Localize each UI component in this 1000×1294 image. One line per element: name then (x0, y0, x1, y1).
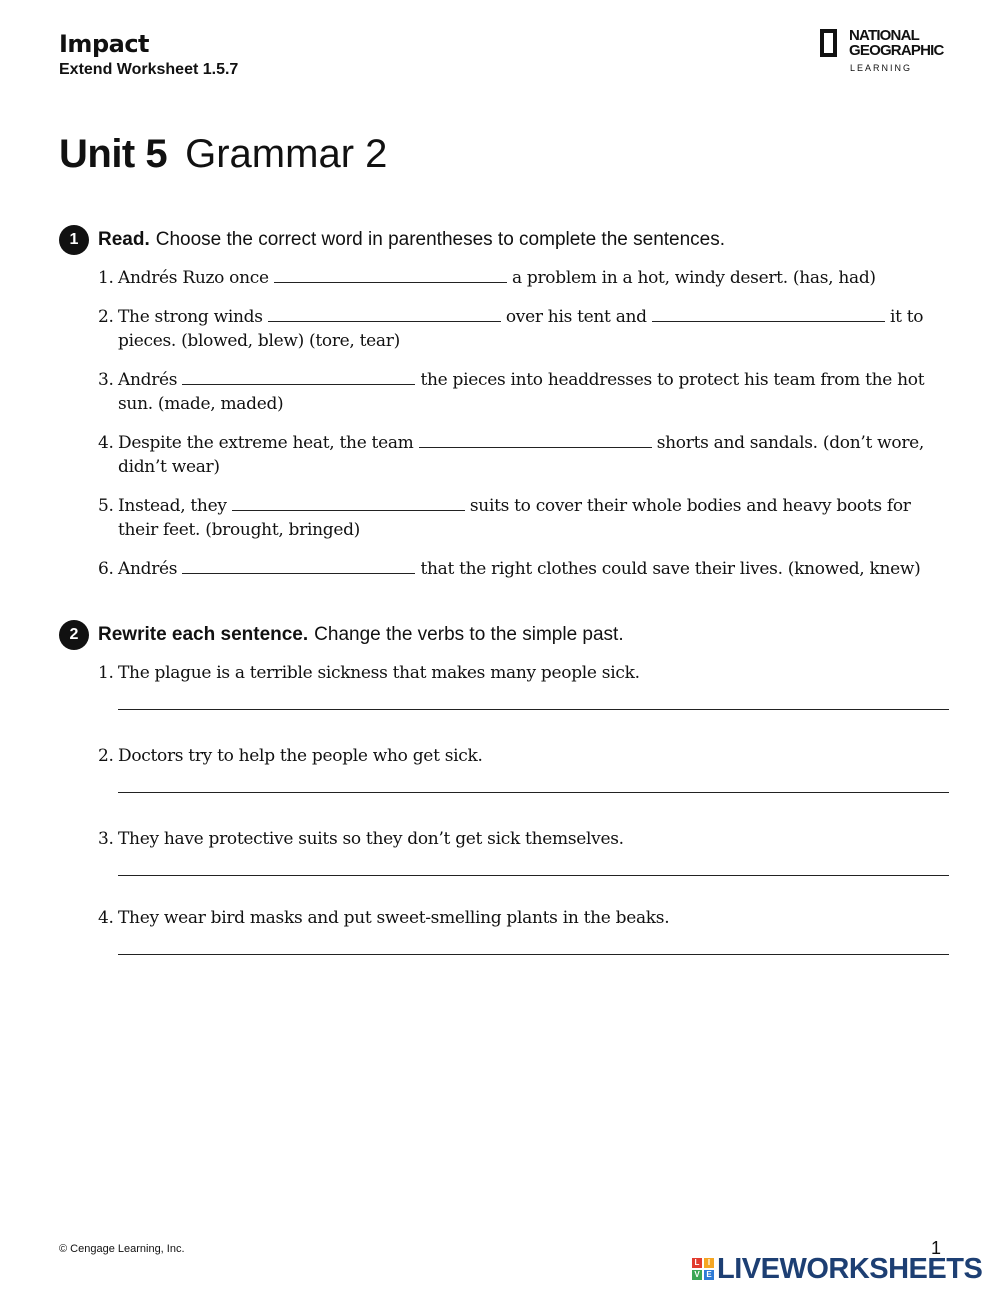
unit-name: Grammar 2 (185, 132, 388, 176)
item-text-after: it to pieces. (blowed, blew) (tore, tear) (118, 307, 924, 351)
logo-tile-i: I (704, 1258, 714, 1268)
answer-blank[interactable] (652, 307, 885, 322)
list-item (59, 661, 949, 744)
item-text-after: a problem in a hot, windy desert. (has, had) (511, 268, 876, 288)
list-item (59, 305, 949, 353)
list-item (59, 557, 949, 581)
logo-tile-v: V (692, 1270, 702, 1280)
item-number: 4. (98, 433, 114, 453)
item-number: 5. (98, 496, 114, 516)
item-text-before: Despite the extreme heat, the team (118, 433, 414, 453)
item-number: 1. (98, 268, 114, 288)
logo-line-2: GEOGRAPHIC (849, 42, 944, 59)
national-geographic-logo (818, 27, 948, 75)
list-item (59, 431, 949, 479)
item-text-after: suits to cover their whole bodies and heavy boots for their feet. (brought, bringed) (118, 496, 911, 540)
exercise-2 (59, 619, 949, 989)
list-item (59, 744, 949, 827)
answer-blank[interactable] (419, 433, 652, 448)
item-text-before: Andrés Ruzo once (118, 268, 269, 288)
logo-tile-e: E (704, 1270, 714, 1280)
item-text: The plague is a terrible sickness that makes many people sick. (118, 663, 640, 683)
logo-line-1: NATIONAL (849, 27, 919, 44)
item-number: 2. (98, 746, 114, 766)
exercise-number-badge: 1 (59, 225, 89, 255)
list-item (59, 827, 949, 906)
exercise-1-list (59, 266, 949, 581)
unit-label: Unit 5 (59, 132, 168, 176)
book-title: Impact (59, 30, 150, 58)
logo-line-3: LEARNING (850, 63, 913, 73)
exercise-2-list (59, 661, 949, 989)
answer-line[interactable] (118, 954, 949, 955)
exercise-number-badge: 2 (59, 620, 89, 650)
page-number: 1 (931, 1238, 942, 1258)
worksheet-subtitle: Extend Worksheet 1.5.7 (59, 61, 239, 78)
item-text-after: that the right clothes could save their lives. (knowed, knew) (420, 559, 921, 579)
answer-line[interactable] (118, 792, 949, 793)
worksheet-header (59, 30, 238, 80)
item-text-after: shorts and sandals. (don’t wore, didn’t wear) (118, 433, 925, 477)
item-number: 3. (98, 829, 114, 849)
item-text: Doctors try to help the people who get sick. (118, 746, 483, 766)
instruction-text: Choose the correct word in parentheses to complete the sentences. (155, 229, 726, 250)
list-item (59, 494, 949, 542)
exercise-1-instruction (59, 224, 949, 256)
list-item (59, 368, 949, 416)
liveworksheets-logo-icon (692, 1258, 714, 1280)
item-text-before: Andrés (118, 370, 178, 390)
list-item (59, 906, 949, 989)
item-number: 6. (98, 559, 114, 579)
instruction-bold: Rewrite each sentence. (98, 624, 309, 645)
item-text-after: the pieces into headdresses to protect his team from the hot sun. (made, maded) (118, 370, 925, 414)
instruction-bold: Read. (98, 229, 150, 250)
yellow-border-icon (820, 29, 837, 57)
liveworksheets-watermark (692, 1253, 982, 1285)
answer-blank[interactable] (274, 268, 507, 283)
item-number: 2. (98, 307, 114, 327)
item-number: 4. (98, 908, 114, 928)
item-text: They wear bird masks and put sweet-smelling plants in the beaks. (118, 908, 670, 928)
item-text-before: Andrés (118, 559, 178, 579)
exercise-1 (59, 224, 949, 596)
copyright-text: © Cengage Learning, Inc. (59, 1243, 185, 1255)
answer-blank[interactable] (268, 307, 501, 322)
item-text: They have protective suits so they don’t get sick themselves. (118, 829, 624, 849)
answer-line[interactable] (118, 875, 949, 876)
item-text-middle: over his tent and (505, 307, 647, 327)
instruction-text: Change the verbs to the simple past. (314, 624, 624, 645)
item-text-before: Instead, they (118, 496, 227, 516)
item-number: 1. (98, 663, 114, 683)
list-item (59, 266, 949, 290)
answer-line[interactable] (118, 709, 949, 710)
answer-blank[interactable] (232, 496, 465, 511)
answer-blank[interactable] (182, 370, 415, 385)
page-title (59, 130, 387, 178)
watermark-text: LIVEWORKSHEETS (717, 1253, 983, 1285)
item-number: 3. (98, 370, 114, 390)
answer-blank[interactable] (182, 559, 415, 574)
exercise-2-instruction (59, 619, 949, 651)
logo-tile-l: L (692, 1258, 702, 1268)
item-text-before: The strong winds (118, 307, 263, 327)
